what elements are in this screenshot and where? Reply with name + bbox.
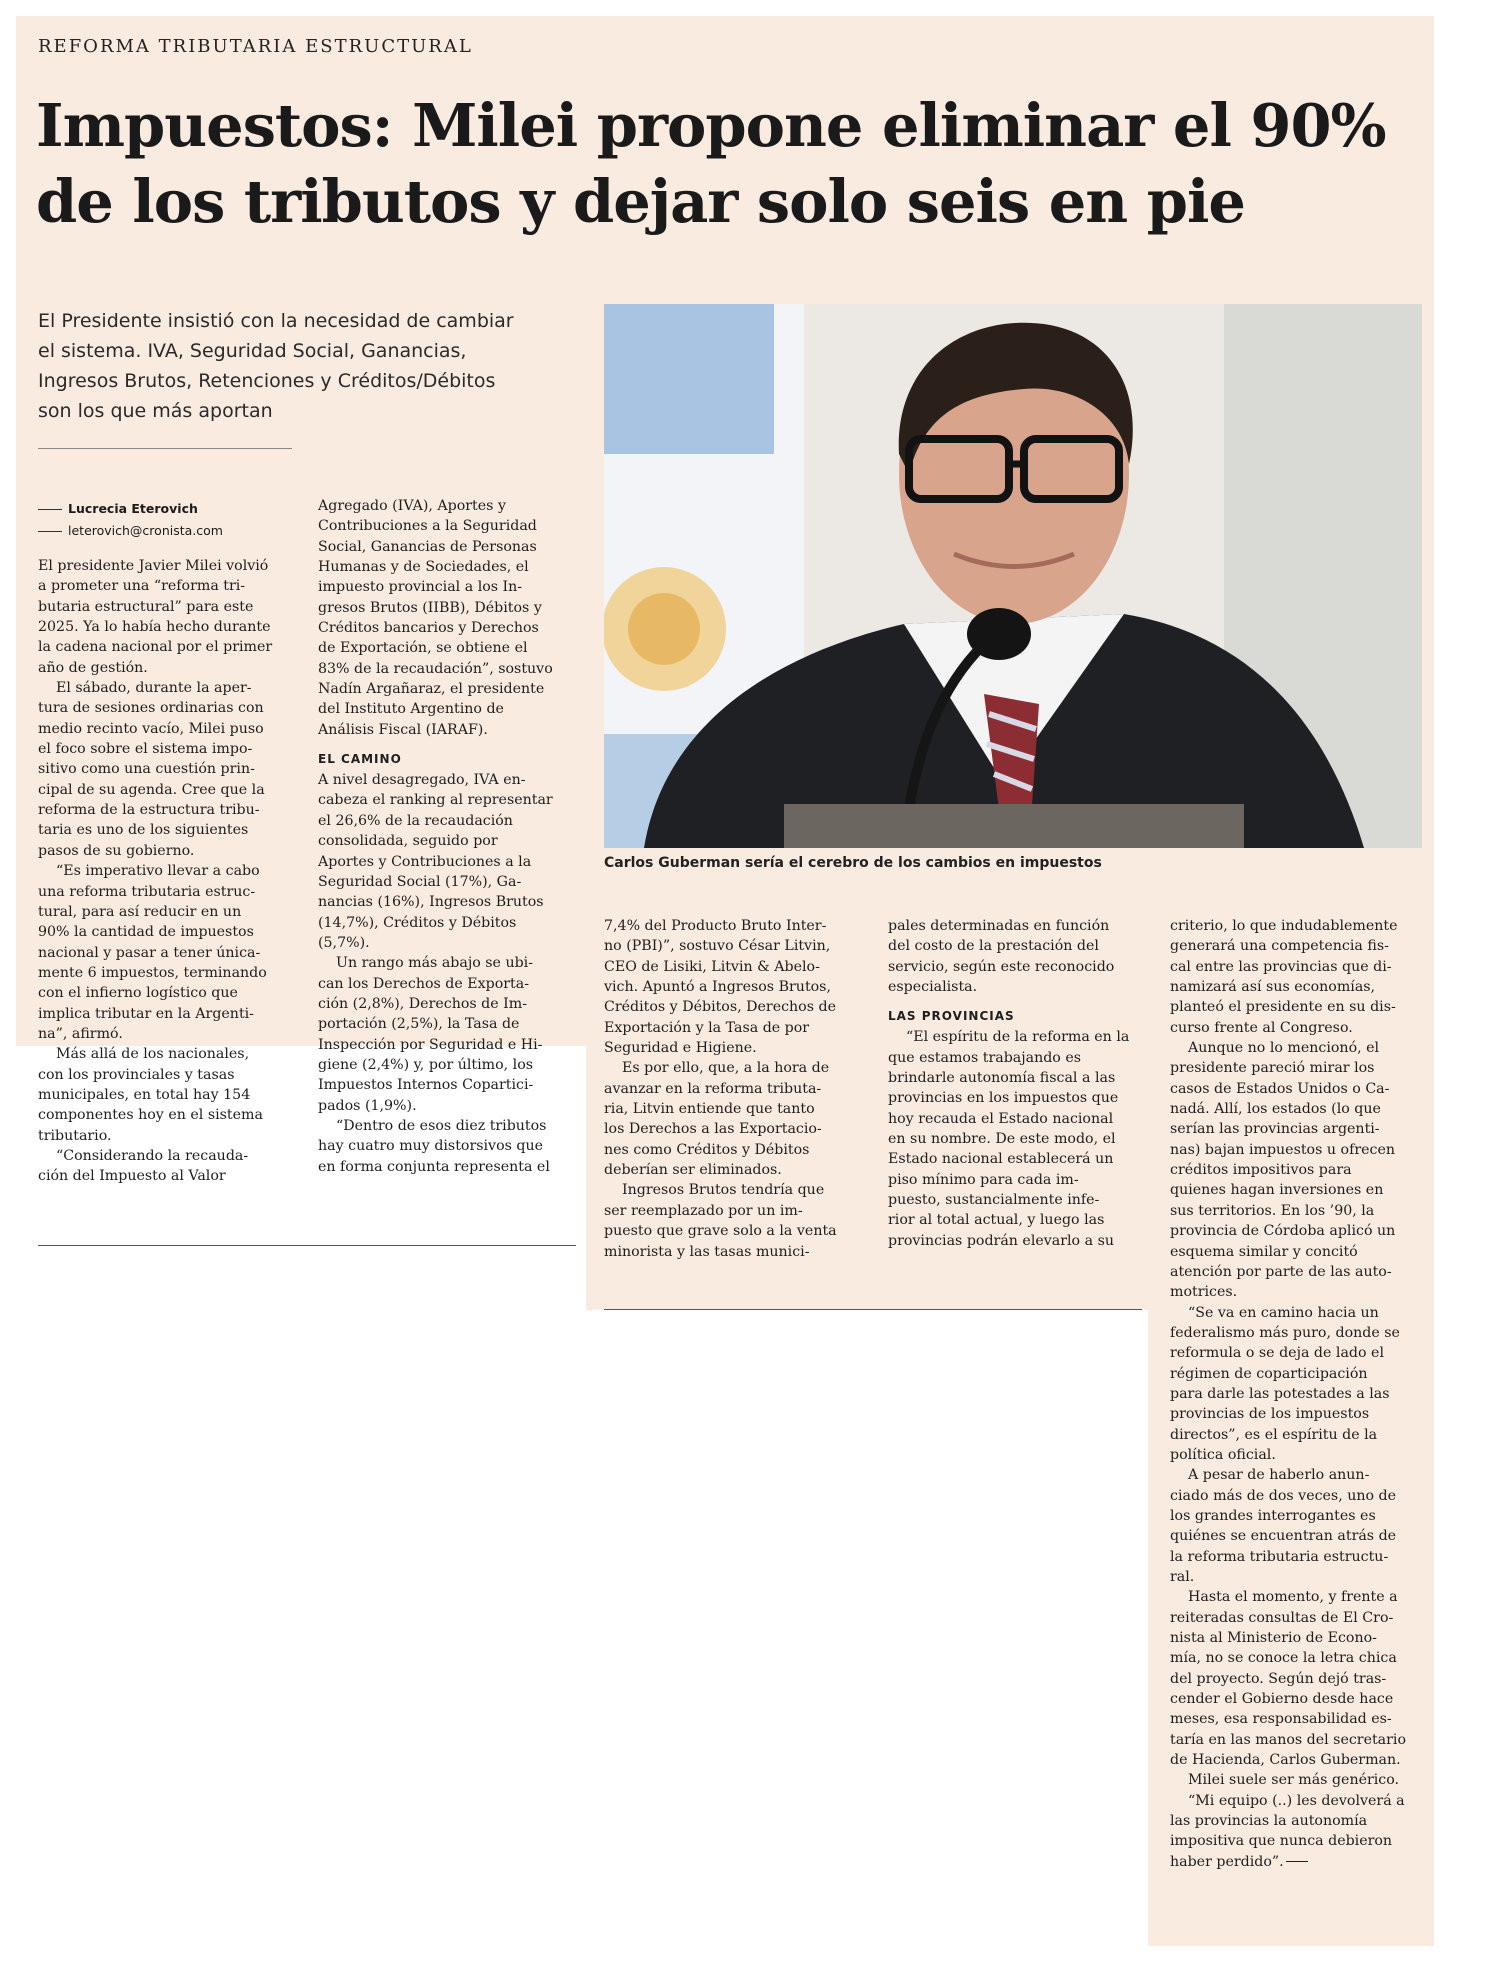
section-heading-las-provincias: LAS PROVINCIAS	[888, 1009, 1015, 1024]
text-line: Nadín Argañaraz, el presidente	[318, 681, 545, 698]
deck-line: son los que más aportan	[38, 400, 273, 422]
text-line: Más allá de los nacionales,	[56, 1046, 250, 1063]
text-line: A nivel desagregado, IVA en-	[318, 772, 526, 789]
text-line: ciado más de dos veces, uno de	[1170, 1487, 1397, 1504]
text-line: Humanas y de Sociedades, el	[318, 559, 529, 576]
text-line: meses, esa responsabilidad es-	[1170, 1711, 1392, 1728]
text-line: Estado nacional establecerá un	[888, 1151, 1114, 1168]
text-line: Social, Ganancias de Personas	[318, 538, 537, 555]
sun-emblem-icon	[604, 567, 726, 691]
text-line: a prometer una “reforma tri-	[38, 578, 246, 595]
text-line: reiteradas consultas de El Cro-	[1170, 1609, 1394, 1626]
photo-illustration	[604, 304, 1422, 848]
text-line: reforma de la estructura tribu-	[38, 802, 260, 819]
text-line: tura de sesiones ordinarias con	[38, 700, 264, 717]
text-line: impuesto provincial a los In-	[318, 579, 523, 596]
deck-summary	[38, 306, 558, 426]
text-line: 7,4% del Producto Bruto Inter-	[604, 918, 827, 934]
text-line: cender el Gobierno desde hace	[1170, 1691, 1394, 1708]
text-line: nas) bajan impuestos u ofrecen	[1170, 1141, 1395, 1158]
text-line: régimen de coparticipación	[1170, 1365, 1368, 1382]
text-line: el foco sobre el sistema impo-	[38, 741, 253, 758]
text-line: tural, para así reducir en un	[38, 903, 242, 920]
text-line: nadá. Allí, los estados (lo que	[1170, 1101, 1381, 1118]
text-line: mía, no se conoce la letra chica	[1170, 1650, 1397, 1667]
text-line: motrices.	[1170, 1284, 1238, 1301]
text-line: minorista y las tasas munici-	[604, 1243, 810, 1260]
text-line: Análisis Fiscal (IARAF).	[318, 721, 488, 738]
section-kicker: REFORMA TRIBUTARIA ESTRUCTURAL	[38, 36, 473, 57]
text-line: El presidente Javier Milei volvió	[38, 558, 269, 574]
text-line: vich. Apuntó a Ingresos Brutos,	[604, 979, 831, 996]
text-line: ral.	[1170, 1569, 1195, 1585]
text-line: con los provinciales y tasas	[38, 1066, 235, 1083]
text-line: sus territorios. En los ’90, la	[1170, 1202, 1375, 1219]
text-line: namizará así sus economías,	[1170, 979, 1376, 996]
text-line: especialista.	[888, 979, 978, 996]
text-line: en forma conjunta representa el	[318, 1158, 550, 1175]
text-line: la cadena nacional por el primer	[38, 639, 273, 656]
article-column-3	[604, 916, 862, 1262]
text-line: taria es uno de los siguientes	[38, 822, 249, 839]
deck-line: El Presidente insistió con la necesidad de cambiar	[38, 310, 514, 332]
text-line: “El espíritu de la reforma en la	[906, 1029, 1130, 1046]
text-line: no (PBI)”, sostuvo César Litvin,	[604, 938, 831, 955]
text-line: rior al total actual, y luego las	[888, 1212, 1105, 1229]
text-line: planteó el presidente en su dis-	[1170, 999, 1396, 1016]
text-line: deberían ser eliminados.	[604, 1162, 782, 1179]
text-line: CEO de Lisiki, Litvin & Abelo-	[604, 958, 820, 975]
text-line: la reforma tributaria estructu-	[1170, 1548, 1389, 1565]
text-line: para darle las potestades a las	[1170, 1385, 1390, 1402]
text-line: federalismo más puro, donde se	[1170, 1324, 1400, 1341]
headline-line-1: Impuestos: Milei propone eliminar el 90%	[36, 91, 1386, 160]
deck-line: el sistema. IVA, Seguridad Social, Ganancias,	[38, 340, 467, 362]
text-line: na”, afirmó.	[38, 1025, 123, 1042]
section-heading-el-camino: EL CAMINO	[318, 752, 402, 767]
text-line: provincias podrán elevarlo a su	[888, 1232, 1114, 1249]
byline-dash	[38, 531, 62, 532]
text-line: taría en las manos del secretario	[1170, 1731, 1407, 1748]
text-line: can los Derechos de Exporta-	[318, 975, 529, 992]
text-line: reformula o se deja de lado el	[1170, 1345, 1384, 1362]
text-line: Seguridad e Higiene.	[604, 1040, 757, 1057]
text-line: los grandes interrogantes es	[1170, 1507, 1376, 1524]
closing-line: haber perdido”.	[1170, 1853, 1284, 1870]
text-line: criterio, lo que indudablemente	[1170, 918, 1398, 934]
text-line: hoy recauda el Estado nacional	[888, 1110, 1114, 1127]
text-line: 83% de la recaudación”, sostuvo	[318, 660, 553, 677]
text-line: gresos Brutos (IIBB), Débitos y	[318, 599, 542, 616]
text-line: Milei suele ser más genérico.	[1188, 1772, 1400, 1789]
text-line: con el infierno logístico que	[38, 985, 238, 1002]
text-line: 90% la cantidad de impuestos	[38, 924, 254, 941]
text-line: en su nombre. De este modo, el	[888, 1131, 1116, 1148]
column-end-rule	[38, 1245, 576, 1246]
text-line: del Instituto Argentino de	[318, 701, 504, 718]
text-line: Un rango más abajo se ubi-	[336, 955, 534, 972]
text-line: Inspección por Seguridad e Hi-	[318, 1036, 543, 1053]
deck-line: Ingresos Brutos, Retenciones y Créditos/Débitos	[38, 370, 496, 392]
headline-line-2: de los tributos y dejar solo seis en pie	[36, 167, 1245, 236]
text-line: pasos de su gobierno.	[38, 842, 195, 859]
article-column-5	[1170, 916, 1428, 1872]
text-line: directos”, es el espíritu de la	[1170, 1426, 1378, 1443]
text-line: nes como Créditos y Débitos	[604, 1141, 810, 1158]
text-line: Impuestos Internos Copartici-	[318, 1077, 534, 1094]
text-line: “Mi equipo (..) les devolverá a	[1188, 1792, 1405, 1809]
text-line: puesto, sustancialmente infe-	[888, 1192, 1100, 1209]
text-line: piso mínimo para cada im-	[888, 1171, 1079, 1188]
text-line: ción del Impuesto al Valor	[38, 1168, 226, 1185]
text-line: Ingresos Brutos tendría que	[622, 1182, 825, 1199]
text-line: A pesar de haberlo anun-	[1188, 1467, 1370, 1484]
text-line: “Se va en camino hacia un	[1188, 1304, 1379, 1321]
text-line: ción (2,8%), Derechos de Im-	[318, 995, 528, 1012]
text-line: impositiva que nunca debieron	[1170, 1833, 1393, 1850]
text-line: Créditos bancarios y Derechos	[318, 620, 539, 637]
text-line: los Derechos a las Exportacio-	[604, 1121, 822, 1138]
text-line: una reforma tributaria estruc-	[38, 883, 256, 900]
text-line: de Exportación, se obtiene el	[318, 640, 528, 657]
article-photo	[604, 304, 1422, 848]
text-line: Exportación y la Tasa de por	[604, 1019, 810, 1036]
text-line: que estamos trabajando es	[888, 1049, 1082, 1066]
byline	[38, 498, 338, 542]
article-column-4	[888, 916, 1146, 1251]
text-line: quienes hagan inversiones en	[1170, 1182, 1384, 1199]
text-line: “Considerando la recauda-	[56, 1147, 249, 1164]
text-line: sitivo como una cuestión prin-	[38, 761, 255, 778]
column-end-rule	[604, 1309, 1142, 1310]
text-line: Es por ello, que, a la hora de	[622, 1060, 830, 1077]
deck-divider	[38, 448, 292, 449]
text-line: (5,7%).	[318, 934, 370, 951]
text-line: implica tributar en la Argenti-	[38, 1005, 254, 1022]
text-line: brindarle autonomía fiscal a las	[888, 1070, 1116, 1087]
text-line: del proyecto. Según dejó tras-	[1170, 1670, 1387, 1687]
text-line: Agregado (IVA), Aportes y	[318, 498, 506, 514]
text-line: Aunque no lo mencionó, el	[1188, 1040, 1380, 1057]
text-line: esquema similar y concitó	[1170, 1243, 1358, 1260]
text-line: Aportes y Contribuciones a la	[318, 853, 532, 870]
text-line: generará una competencia fis-	[1170, 938, 1389, 955]
text-line: hay cuatro muy distorsivos que	[318, 1138, 544, 1155]
text-line: cabeza el ranking al representar	[318, 792, 553, 809]
text-line: giene (2,4%) y, por último, los	[318, 1056, 534, 1073]
text-line: pados (1,9%).	[318, 1097, 417, 1114]
text-line: portación (2,5%), la Tasa de	[318, 1016, 520, 1033]
text-line: provincias en los impuestos que	[888, 1090, 1119, 1107]
text-line: curso frente al Congreso.	[1170, 1019, 1353, 1036]
text-line: de Hacienda, Carlos Guberman.	[1170, 1752, 1401, 1769]
text-line: política oficial.	[1170, 1446, 1276, 1463]
text-line: del costo de la prestación del	[888, 938, 1099, 955]
headline	[36, 88, 1416, 240]
author-name: Lucrecia Eterovich	[68, 501, 198, 516]
text-line: Contribuciones a la Seguridad	[318, 518, 537, 535]
text-line: provincia de Córdoba aplicó un	[1170, 1223, 1396, 1240]
text-line: tributario.	[38, 1127, 112, 1144]
article-column-1	[38, 556, 293, 1187]
text-line: pales determinadas en función	[888, 918, 1110, 934]
text-line: presidente pareció mirar los	[1170, 1060, 1375, 1077]
text-line: cal entre las provincias que di-	[1170, 958, 1392, 975]
article-column-2	[318, 496, 576, 1177]
text-line: mente 6 impuestos, terminando	[38, 964, 267, 981]
text-line: atención por parte de las auto-	[1170, 1263, 1392, 1280]
text-line: 2025. Ya lo había hecho durante	[38, 619, 271, 636]
article-end-mark	[1286, 1861, 1308, 1862]
text-line: consolidada, seguido por	[318, 833, 498, 850]
text-line	[1170, 1852, 1428, 1872]
text-line: componentes hoy en el sistema	[38, 1107, 263, 1124]
text-line: Seguridad Social (17%), Ga-	[318, 873, 522, 890]
text-line: nancias (16%), Ingresos Brutos	[318, 894, 544, 911]
text-line: casos de Estados Unidos o Ca-	[1170, 1080, 1390, 1097]
photo-caption: Carlos Guberman sería el cerebro de los cambios en impuestos	[604, 855, 1102, 871]
text-line: quiénes se encuentran atrás de	[1170, 1528, 1397, 1545]
text-line: nista al Ministerio de Econo-	[1170, 1630, 1377, 1647]
text-line: municipales, en total hay 154	[38, 1086, 251, 1103]
text-line: nacional y pasar a tener única-	[38, 944, 261, 961]
text-line: puesto que grave solo a la venta	[604, 1223, 837, 1240]
text-line: cipal de su agenda. Cree que la	[38, 781, 265, 798]
text-line: El sábado, durante la aper-	[56, 680, 252, 697]
text-line: servicio, según este reconocido	[888, 958, 1115, 975]
text-line: “Dentro de esos diez tributos	[336, 1117, 547, 1134]
text-line: (14,7%), Créditos y Débitos	[318, 914, 517, 931]
text-line: Créditos y Débitos, Derechos de	[604, 999, 836, 1016]
text-line: Hasta el momento, y frente a	[1188, 1589, 1398, 1606]
byline-dash	[38, 509, 62, 510]
text-line: ser reemplazado por un im-	[604, 1202, 803, 1219]
text-line: año de gestión.	[38, 659, 148, 676]
text-line: las provincias la autonomía	[1170, 1813, 1368, 1830]
text-line: avanzar en la reforma tributa-	[604, 1080, 822, 1097]
text-line: medio recinto vacío, Milei puso	[38, 720, 264, 737]
text-line: “Es imperativo llevar a cabo	[56, 863, 260, 880]
author-email: leterovich@cronista.com	[68, 523, 223, 538]
text-line: créditos impositivos para	[1170, 1162, 1352, 1179]
text-line: serían las provincias argenti-	[1170, 1121, 1380, 1138]
text-line: butaria estructural” para este	[38, 598, 254, 615]
text-line: el 26,6% de la recaudación	[318, 812, 513, 829]
text-line: ria, Litvin entiende que tanto	[604, 1101, 815, 1118]
text-line: provincias de los impuestos	[1170, 1406, 1370, 1423]
